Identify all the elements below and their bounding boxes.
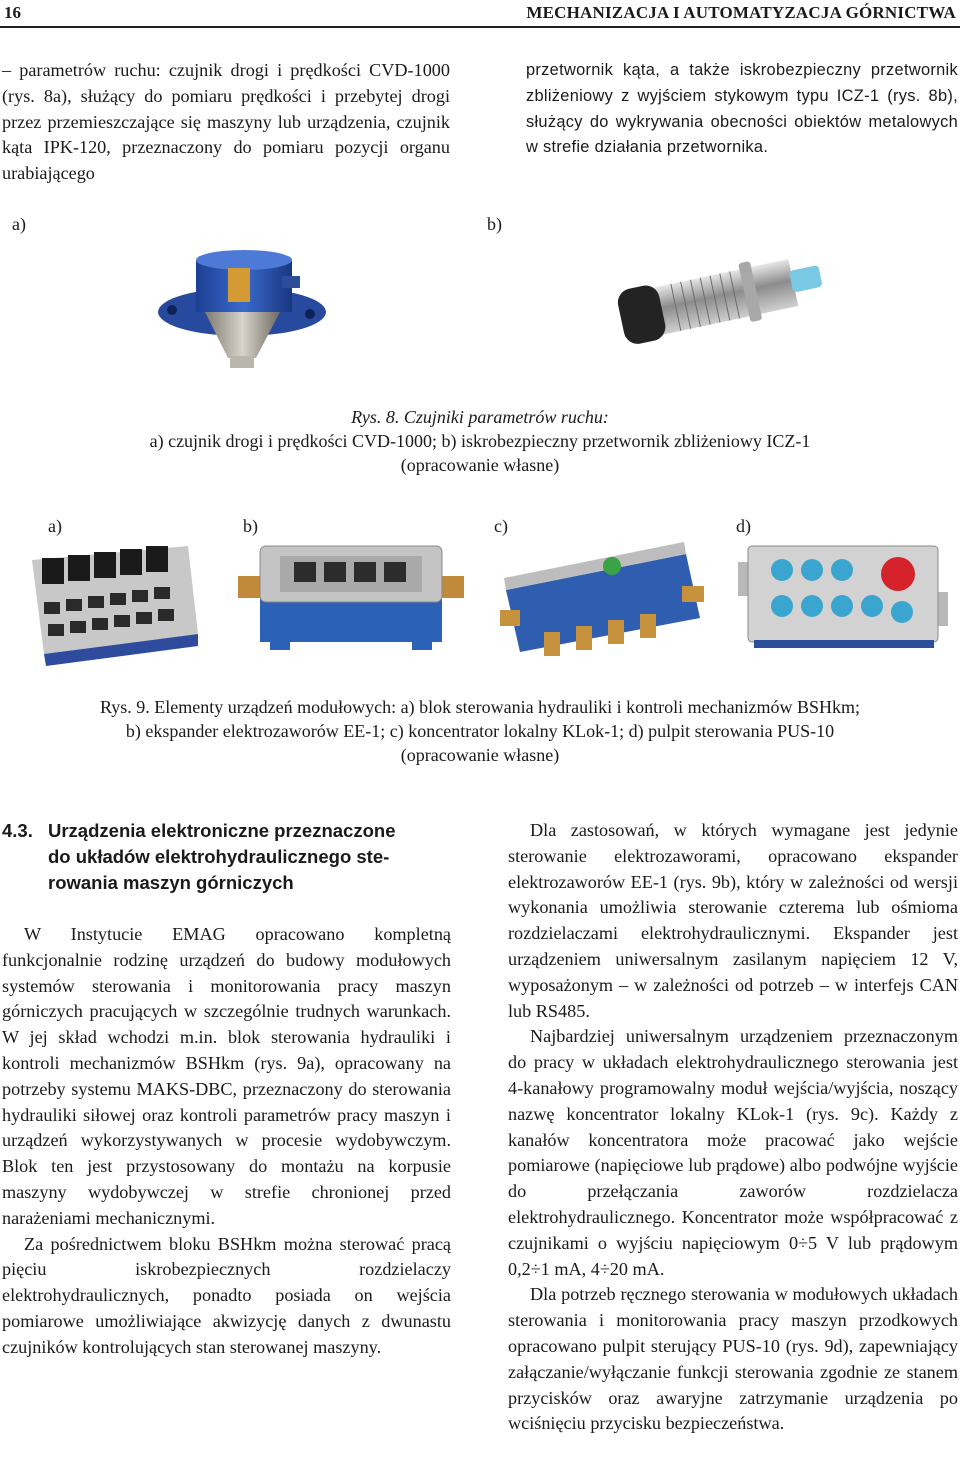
top-left-text — [2, 58, 450, 187]
top-right-paragraph: przetwornik kąta, a także iskrobezpieczny przetwornik zbliżeniowy z wyjściem stykowym typu ICZ-1 (rys. 8b), służący do wykrywania obecności obiektów metalowych w strefie działania przetwornika. — [526, 61, 958, 157]
fig9d-pus10-panel-image — [738, 540, 948, 658]
section-number: 4.3. — [2, 820, 33, 841]
fig9-label-d: d) — [736, 516, 751, 536]
right-paragraph-1: Dla zastosowań, w których wymagane jest jedynie sterowanie elektrozaworami, opracowano ekspander elektrozaworów EE-1 (rys. 9b), który w zależności od wersji wykonania umożliwia sterowanie czterema lub ośmioma rozdzielaczami elektrohydraulicznymi. Ekspander jest urządzeniem uniwersalnym zasilanym napięciem 12 V, wyposażonym – w zależności od potrzeb – w interfejs CAN lub RS485. — [508, 820, 958, 1021]
header-rule — [0, 26, 960, 28]
fig8-caption-body: a) czujnik drogi i prędkości CVD-1000; b) iskrobezpieczny przetwornik zbliżeniowy ICZ-1 — [149, 431, 811, 451]
fig8-label-a: a) — [12, 214, 26, 234]
fig9a-bshkm-block-image — [18, 540, 200, 668]
fig8b-proximity-sensor-image — [615, 243, 840, 353]
section-heading — [2, 818, 462, 896]
fig8-caption — [0, 405, 960, 477]
fig9-caption-line1: Rys. 9. Elementy urządzeń modułowych: a) blok sterowania hydrauliki i kontroli mechanizmów BSHkm; — [99, 697, 861, 717]
fig8-caption-source: (opracowanie własne) — [400, 455, 560, 475]
fig9-caption-source: (opracowanie własne) — [400, 745, 560, 765]
fig9-caption — [0, 695, 960, 767]
section-title-line3: rowania maszyn górniczych — [48, 872, 294, 893]
right-paragraph-3: Dla potrzeb ręcznego sterowania w modułowych układach sterowania i monitorowania pracy maszyn przodkowych opracowano pulpit sterujący PUS-10 (rys. 9d), zapewniający załączanie/wyłączanie funkcji sterowania zgodnie ze stanem przycisków oraz awaryjne zatrzymanie urządzenia po wciśnięciu przycisku bezpieczeństwa. — [508, 1284, 958, 1434]
page-number: 16 — [4, 3, 21, 22]
page-header — [0, 0, 960, 28]
fig9c-klok1-concentrator-image — [500, 540, 706, 668]
left-paragraph-2: Za pośrednictwem bloku BSHkm można sterować pracą pięciu iskrobezpiecznych rozdzielaczy elektrohydraulicznych, ponadto posiada on wejścia pomiarowe umożliwiające akwizycję danych z dwunastu czujników kontrolujących stan sterowanej maszyny. — [2, 1233, 451, 1357]
section-title-line1: Urządzenia elektroniczne przeznaczone — [48, 820, 396, 841]
fig8-label-b: b) — [487, 214, 502, 234]
right-column — [508, 818, 958, 1437]
fig9-label-a: a) — [48, 516, 62, 536]
right-paragraph-2: Najbardziej uniwersalnym urządzeniem przeznaczonym do pracy w układach elektrohydraulicznego sterowania jest 4-kanałowy programowalny moduł wejścia/wyjścia, noszący nazwę koncentrator lokalny KLok-1 (rys. 9c). Każdy z kanałów koncentratora może pracować jako wejście pomiarowe (napięciowe lub prądowe) albo podwójne wyjście do przełączania zaworów rozdzielacza elektrohydraulicznego. Koncentrator może współpracować z czujnikami o wyjściu napięciowym 0÷5 V lub prądowym 0,2÷1 mA, 4÷20 mA. — [508, 1026, 958, 1279]
fig8a-speed-sensor-image — [150, 240, 330, 380]
top-left-paragraph: – parametrów ruchu: czujnik drogi i prędkości CVD-1000 (rys. 8a), służący do pomiaru prędkości i przebytej drogi przez przemieszczające się maszyny lub urządzenia, czujnik kąta IPK-120, przeznaczony do pomiaru pozycji organu urabiającego — [2, 60, 450, 184]
left-column — [2, 922, 451, 1361]
left-paragraph-1: W Instytucie EMAG opracowano kompletną funkcjonalnie rodzinę urządzeń do budowy modułowych systemów sterowania i monitorowania pracy maszyn górniczych pracujących w szczególnie trudnych warunkach. W jej skład wchodzi m.in. blok sterowania hydrauliki i kontroli mechanizmów BSHkm (rys. 9a), opracowany na potrzeby systemu MAKS-DBC, przeznaczony do sterowania hydrauliki siłowej oraz kontroli parametrów pracy maszyn i urządzeń wykorzystywanych w procesie wydobywczym. Blok ten jest przystosowany do montażu na korpusie maszyny wydobywczej w strefie chronionej przed narażeniami mechanicznymi. — [2, 924, 451, 1228]
section-title-line2: do układów elektrohydraulicznego ste- — [48, 846, 390, 867]
journal-title: MECHANIZACJA I AUTOMATYZACJA GÓRNICTWA — [526, 3, 956, 22]
fig8-caption-title: Rys. 8. Czujniki parametrów ruchu: — [351, 407, 609, 427]
fig9b-ee1-expander-image — [238, 540, 464, 656]
fig9-caption-line2: b) ekspander elektrozaworów EE-1; c) koncentrator lokalny KLok-1; d) pulpit sterowania PUS-10 — [125, 721, 835, 741]
fig9-label-c: c) — [494, 516, 508, 536]
fig9-label-b: b) — [243, 516, 258, 536]
top-right-text — [526, 58, 958, 161]
